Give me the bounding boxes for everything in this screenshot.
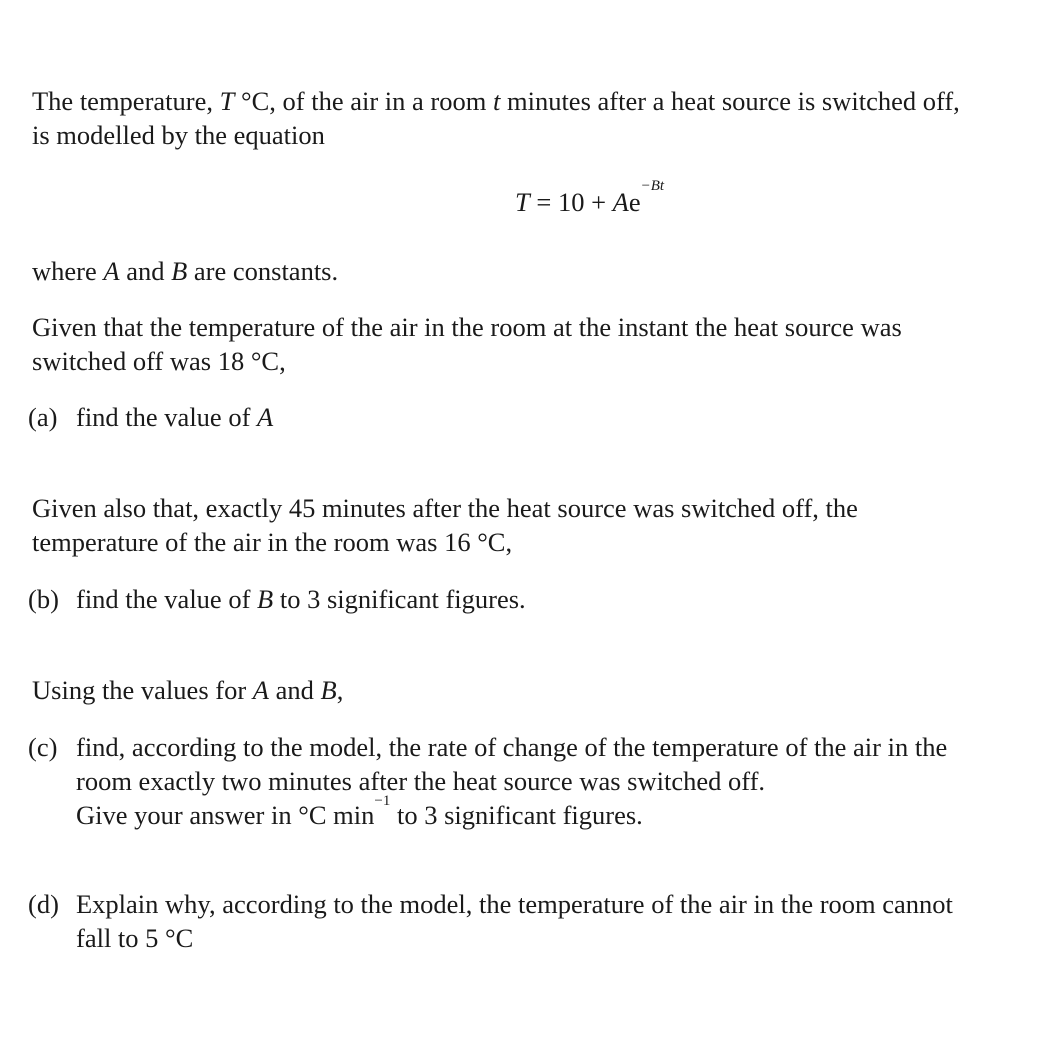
part-c-text — [76, 730, 947, 832]
intro-line-1: The temperature, T °C, of the air in a room t minutes after a heat source is switched off, — [32, 86, 960, 116]
given1-line-2: switched off was 18 °C, — [32, 346, 286, 376]
part-a — [28, 400, 1053, 434]
given-45-minutes — [32, 491, 1052, 559]
model-equation — [515, 178, 665, 219]
part-d-line-2: fall to 5 °C — [76, 923, 194, 953]
part-d-text — [76, 887, 953, 955]
var-A: A — [103, 256, 120, 286]
part-d-label: (d) — [28, 889, 59, 919]
equation-A: A — [612, 187, 629, 217]
given1-line-1: Given that the temperature of the air in the room at the instant the heat source was — [32, 312, 902, 342]
intro-paragraph — [32, 84, 1052, 152]
var-B: B — [171, 256, 188, 286]
constants-statement: where A and B are constants. — [32, 256, 339, 286]
part-a-text: find the value of A — [76, 402, 274, 432]
part-c-label: (c) — [28, 732, 58, 762]
var-t: t — [492, 86, 501, 116]
equation-exponent: −Bt — [640, 178, 665, 194]
part-d — [28, 887, 1053, 953]
part-c-line-2: room exactly two minutes after the heat source was switched off. — [76, 766, 766, 796]
part-c-line-1: find, according to the model, the rate of change of the temperature of the air in the — [76, 732, 948, 762]
part-c-line-3: Give your answer in °C $\min^{-1}$ to 3 significant figures. — [76, 793, 643, 830]
given2-line-2: temperature of the air in the room was 16 °C, — [32, 527, 513, 557]
part-b-text: find the value of B to 3 significant figures. — [76, 584, 526, 614]
equation-middle: = 10 + — [529, 187, 613, 217]
var-T: T — [219, 86, 235, 116]
equation-lhs: T — [515, 187, 530, 217]
part-c — [28, 730, 1053, 830]
part-b-label: (b) — [28, 584, 59, 614]
intro-line-2: is modelled by the equation — [32, 120, 325, 150]
part-a-label: (a) — [28, 402, 58, 432]
given2-line-1: Given also that, exactly 45 minutes after the heat source was switched off, the — [32, 493, 858, 523]
given-initial-temperature — [32, 310, 1052, 378]
part-d-line-1: Explain why, according to the model, the temperature of the air in the room cannot — [76, 889, 953, 919]
part-b — [28, 582, 1053, 616]
equation-e: e — [628, 187, 641, 217]
using-values: Using the values for A and B, — [32, 675, 344, 705]
